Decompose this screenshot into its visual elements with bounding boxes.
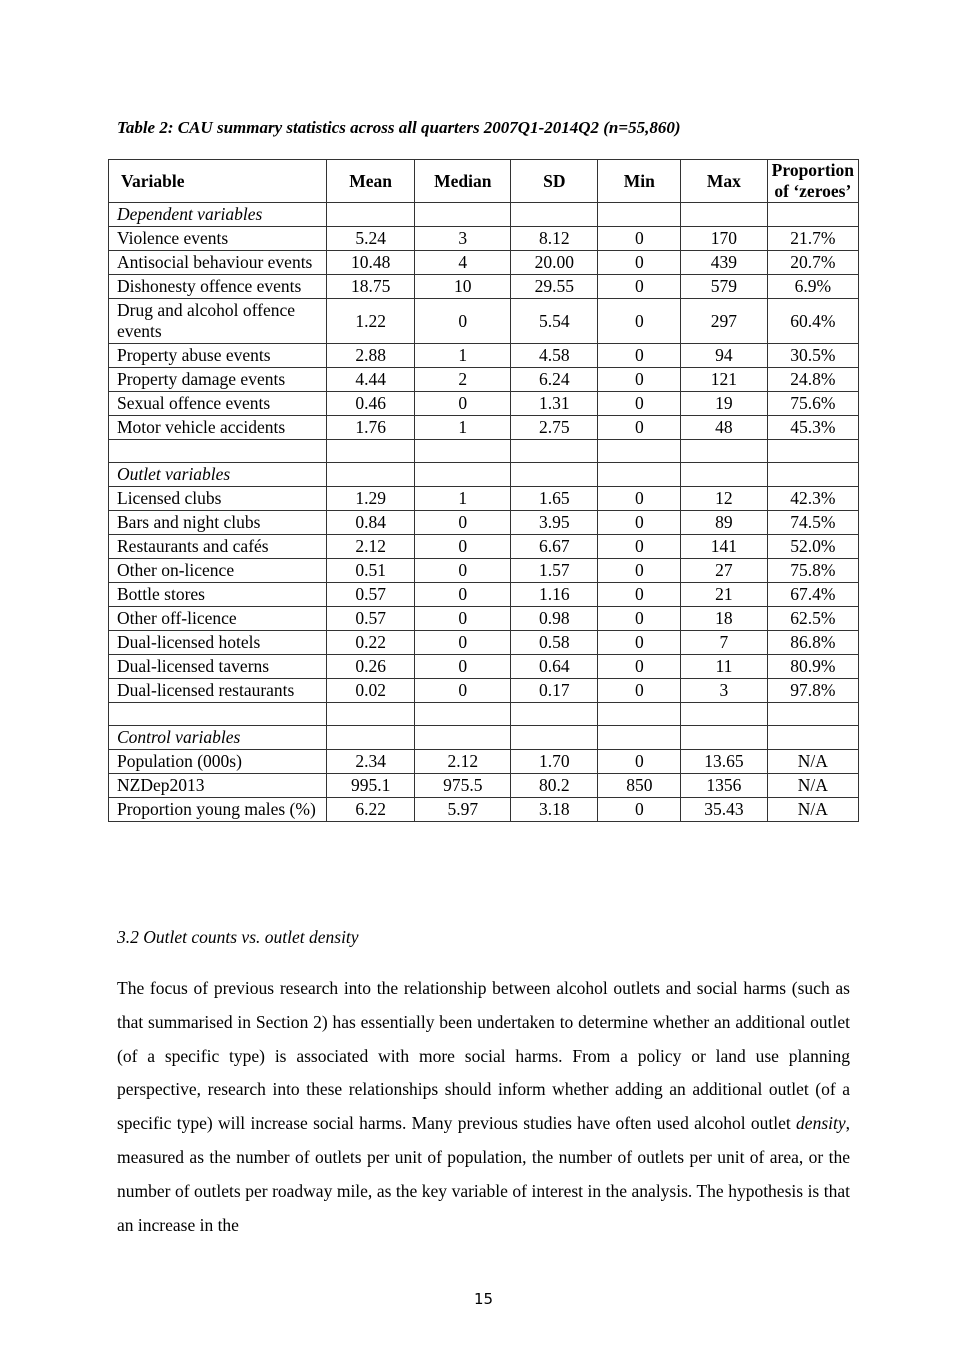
- cell-mean: 0.26: [326, 655, 415, 679]
- section-title-row: [109, 203, 859, 227]
- table-row: [109, 368, 859, 392]
- empty-cell: [511, 463, 598, 487]
- cell-proportion-zeroes: 75.8%: [767, 559, 858, 583]
- spacer-cell: [326, 703, 415, 726]
- spacer-cell: [109, 703, 327, 726]
- cell-min: 0: [598, 251, 681, 275]
- cell-max: 7: [681, 631, 767, 655]
- table-row: [109, 798, 859, 822]
- cell-proportion-zeroes: N/A: [767, 798, 858, 822]
- cell-mean: 2.34: [326, 750, 415, 774]
- cell-proportion-zeroes: 24.8%: [767, 368, 858, 392]
- cell-max: 35.43: [681, 798, 767, 822]
- spacer-cell: [767, 440, 858, 463]
- empty-cell: [326, 726, 415, 750]
- paragraph-text-part-1: The focus of previous research into the relationship between alcohol outlets and social harms (such as that summarised in Section 2) has essentially been undertaken to determine whether an additional outlet (of a specific type) is associated with more social harms. From a policy or land use planning perspective, research into these relationships should inform whether adding an additional outlet (of a specific type) will increase social harms. Many previous studies have often used alcohol outlet: [117, 978, 850, 1134]
- cell-min: 0: [598, 655, 681, 679]
- table-row: [109, 535, 859, 559]
- cell-mean: 4.44: [326, 368, 415, 392]
- cell-max: 27: [681, 559, 767, 583]
- cell-mean: 0.46: [326, 392, 415, 416]
- table-row: [109, 750, 859, 774]
- cell-sd: 0.58: [511, 631, 598, 655]
- cell-variable: Drug and alcohol offence events: [109, 299, 327, 344]
- spacer-cell: [109, 440, 327, 463]
- cell-min: 0: [598, 679, 681, 703]
- section-title: Dependent variables: [109, 203, 327, 227]
- cell-sd: 29.55: [511, 275, 598, 299]
- table-body: [109, 203, 859, 822]
- cell-min: 0: [598, 631, 681, 655]
- cell-min: 0: [598, 798, 681, 822]
- cell-mean: 6.22: [326, 798, 415, 822]
- empty-cell: [681, 203, 767, 227]
- cell-min: 0: [598, 559, 681, 583]
- empty-cell: [511, 203, 598, 227]
- table-row: [109, 344, 859, 368]
- cell-median: 0: [415, 655, 511, 679]
- spacer-cell: [681, 440, 767, 463]
- cell-max: 48: [681, 416, 767, 440]
- page-number: 15: [473, 1290, 494, 1308]
- cell-max: 19: [681, 392, 767, 416]
- cell-max: 94: [681, 344, 767, 368]
- empty-cell: [326, 463, 415, 487]
- table-row: [109, 299, 859, 344]
- spacer-cell: [326, 440, 415, 463]
- cell-proportion-zeroes: 52.0%: [767, 535, 858, 559]
- emphasis-density: density: [796, 1113, 846, 1134]
- empty-cell: [415, 203, 511, 227]
- cell-median: 0: [415, 392, 511, 416]
- cell-median: 1: [415, 487, 511, 511]
- cell-median: 5.97: [415, 798, 511, 822]
- paragraph-text-part-2: , measured as the number of outlets per unit of population, the number of outlets per unit of area, or the number of outlets per roadway mile, as the key variable of interest in the analysis. The hypothesis is that an increase in the: [117, 1113, 850, 1235]
- spacer-row: [109, 440, 859, 463]
- cell-median: 0: [415, 607, 511, 631]
- cell-sd: 1.57: [511, 559, 598, 583]
- cell-variable: Property damage events: [109, 368, 327, 392]
- cell-mean: 0.22: [326, 631, 415, 655]
- cell-max: 297: [681, 299, 767, 344]
- table-row: [109, 655, 859, 679]
- table-row: [109, 631, 859, 655]
- cell-median: 0: [415, 535, 511, 559]
- cell-proportion-zeroes: 62.5%: [767, 607, 858, 631]
- cell-sd: 3.95: [511, 511, 598, 535]
- cell-mean: 5.24: [326, 227, 415, 251]
- cell-sd: 80.2: [511, 774, 598, 798]
- cell-median: 2.12: [415, 750, 511, 774]
- cell-sd: 1.65: [511, 487, 598, 511]
- empty-cell: [415, 726, 511, 750]
- summary-statistics-table: [108, 159, 859, 822]
- cell-sd: 0.98: [511, 607, 598, 631]
- cell-max: 12: [681, 487, 767, 511]
- empty-cell: [767, 463, 858, 487]
- cell-proportion-zeroes: 6.9%: [767, 275, 858, 299]
- cell-proportion-zeroes: 45.3%: [767, 416, 858, 440]
- cell-min: 0: [598, 368, 681, 392]
- cell-max: 21: [681, 583, 767, 607]
- cell-variable: Other on-licence: [109, 559, 327, 583]
- cell-median: 0: [415, 679, 511, 703]
- cell-min: 0: [598, 511, 681, 535]
- table-row: [109, 607, 859, 631]
- cell-variable: Motor vehicle accidents: [109, 416, 327, 440]
- table-row: [109, 511, 859, 535]
- cell-median: 0: [415, 631, 511, 655]
- cell-min: 0: [598, 299, 681, 344]
- empty-cell: [511, 726, 598, 750]
- empty-cell: [326, 203, 415, 227]
- empty-cell: [681, 463, 767, 487]
- cell-variable: Bottle stores: [109, 583, 327, 607]
- cell-min: 0: [598, 416, 681, 440]
- empty-cell: [681, 726, 767, 750]
- cell-mean: 995.1: [326, 774, 415, 798]
- section-title: Outlet variables: [109, 463, 327, 487]
- section-title-row: [109, 463, 859, 487]
- cell-sd: 6.67: [511, 535, 598, 559]
- cell-sd: 3.18: [511, 798, 598, 822]
- header-mean: Mean: [326, 160, 415, 203]
- cell-proportion-zeroes: 20.7%: [767, 251, 858, 275]
- cell-mean: 0.02: [326, 679, 415, 703]
- cell-proportion-zeroes: N/A: [767, 774, 858, 798]
- cell-variable: NZDep2013: [109, 774, 327, 798]
- cell-max: 579: [681, 275, 767, 299]
- cell-median: 10: [415, 275, 511, 299]
- cell-median: 0: [415, 559, 511, 583]
- table-row: [109, 559, 859, 583]
- cell-sd: 2.75: [511, 416, 598, 440]
- empty-cell: [767, 726, 858, 750]
- cell-median: 0: [415, 583, 511, 607]
- cell-sd: 6.24: [511, 368, 598, 392]
- spacer-cell: [767, 703, 858, 726]
- cell-min: 0: [598, 275, 681, 299]
- table-row: [109, 227, 859, 251]
- cell-max: 3: [681, 679, 767, 703]
- cell-variable: Property abuse events: [109, 344, 327, 368]
- cell-min: 0: [598, 344, 681, 368]
- table-row: [109, 774, 859, 798]
- section-title-row: [109, 726, 859, 750]
- cell-min: 0: [598, 750, 681, 774]
- cell-proportion-zeroes: 86.8%: [767, 631, 858, 655]
- spacer-cell: [598, 440, 681, 463]
- cell-median: 3: [415, 227, 511, 251]
- table-row: [109, 251, 859, 275]
- cell-proportion-zeroes: N/A: [767, 750, 858, 774]
- cell-mean: 2.12: [326, 535, 415, 559]
- spacer-cell: [415, 440, 511, 463]
- spacer-cell: [681, 703, 767, 726]
- table-header-row: [109, 160, 859, 203]
- table-row: [109, 275, 859, 299]
- cell-variable: Violence events: [109, 227, 327, 251]
- cell-max: 1356: [681, 774, 767, 798]
- empty-cell: [598, 726, 681, 750]
- header-max: Max: [681, 160, 767, 203]
- cell-variable: Population (000s): [109, 750, 327, 774]
- spacer-row: [109, 703, 859, 726]
- header-min: Min: [598, 160, 681, 203]
- cell-mean: 10.48: [326, 251, 415, 275]
- cell-variable: Licensed clubs: [109, 487, 327, 511]
- cell-mean: 0.51: [326, 559, 415, 583]
- cell-variable: Restaurants and cafés: [109, 535, 327, 559]
- cell-variable: Proportion young males (%): [109, 798, 327, 822]
- cell-min: 850: [598, 774, 681, 798]
- cell-max: 89: [681, 511, 767, 535]
- cell-sd: 20.00: [511, 251, 598, 275]
- cell-proportion-zeroes: 74.5%: [767, 511, 858, 535]
- cell-proportion-zeroes: 97.8%: [767, 679, 858, 703]
- cell-sd: 1.16: [511, 583, 598, 607]
- table-row: [109, 416, 859, 440]
- cell-sd: 0.17: [511, 679, 598, 703]
- spacer-cell: [511, 703, 598, 726]
- table-row: [109, 487, 859, 511]
- section-title: Control variables: [109, 726, 327, 750]
- cell-min: 0: [598, 535, 681, 559]
- cell-sd: 1.70: [511, 750, 598, 774]
- empty-cell: [598, 203, 681, 227]
- cell-variable: Antisocial behaviour events: [109, 251, 327, 275]
- cell-median: 4: [415, 251, 511, 275]
- spacer-cell: [598, 703, 681, 726]
- cell-proportion-zeroes: 75.6%: [767, 392, 858, 416]
- cell-min: 0: [598, 607, 681, 631]
- cell-proportion-zeroes: 42.3%: [767, 487, 858, 511]
- cell-proportion-zeroes: 30.5%: [767, 344, 858, 368]
- section-heading: 3.2 Outlet counts vs. outlet density: [117, 927, 359, 947]
- cell-mean: 0.57: [326, 607, 415, 631]
- empty-cell: [415, 463, 511, 487]
- empty-cell: [767, 203, 858, 227]
- cell-variable: Dual-licensed hotels: [109, 631, 327, 655]
- cell-variable: Sexual offence events: [109, 392, 327, 416]
- cell-mean: 0.57: [326, 583, 415, 607]
- cell-median: 0: [415, 511, 511, 535]
- cell-max: 439: [681, 251, 767, 275]
- table-caption: Table 2: CAU summary statistics across all quarters 2007Q1-2014Q2 (n=55,860): [117, 118, 681, 137]
- cell-max: 141: [681, 535, 767, 559]
- header-proportion-zeroes: Proportion of ‘zeroes’: [767, 160, 858, 203]
- cell-mean: 1.29: [326, 487, 415, 511]
- cell-max: 121: [681, 368, 767, 392]
- cell-proportion-zeroes: 60.4%: [767, 299, 858, 344]
- cell-min: 0: [598, 227, 681, 251]
- cell-mean: 0.84: [326, 511, 415, 535]
- cell-variable: Bars and night clubs: [109, 511, 327, 535]
- cell-median: 975.5: [415, 774, 511, 798]
- cell-mean: 2.88: [326, 344, 415, 368]
- cell-proportion-zeroes: 67.4%: [767, 583, 858, 607]
- header-sd: SD: [511, 160, 598, 203]
- cell-variable: Dishonesty offence events: [109, 275, 327, 299]
- cell-median: 2: [415, 368, 511, 392]
- cell-sd: 0.64: [511, 655, 598, 679]
- spacer-cell: [415, 703, 511, 726]
- cell-median: 0: [415, 299, 511, 344]
- spacer-cell: [511, 440, 598, 463]
- cell-min: 0: [598, 392, 681, 416]
- cell-variable: Dual-licensed taverns: [109, 655, 327, 679]
- cell-sd: 4.58: [511, 344, 598, 368]
- cell-max: 11: [681, 655, 767, 679]
- cell-sd: 8.12: [511, 227, 598, 251]
- table-row: [109, 392, 859, 416]
- table-row: [109, 583, 859, 607]
- cell-min: 0: [598, 583, 681, 607]
- cell-mean: 18.75: [326, 275, 415, 299]
- table-row: [109, 679, 859, 703]
- cell-max: 170: [681, 227, 767, 251]
- empty-cell: [598, 463, 681, 487]
- cell-max: 18: [681, 607, 767, 631]
- body-paragraph: [117, 972, 850, 1242]
- cell-median: 1: [415, 416, 511, 440]
- cell-min: 0: [598, 487, 681, 511]
- cell-max: 13.65: [681, 750, 767, 774]
- header-variable: Variable: [109, 160, 327, 203]
- cell-proportion-zeroes: 21.7%: [767, 227, 858, 251]
- cell-mean: 1.76: [326, 416, 415, 440]
- cell-sd: 5.54: [511, 299, 598, 344]
- cell-mean: 1.22: [326, 299, 415, 344]
- cell-variable: Other off-licence: [109, 607, 327, 631]
- cell-proportion-zeroes: 80.9%: [767, 655, 858, 679]
- cell-median: 1: [415, 344, 511, 368]
- cell-sd: 1.31: [511, 392, 598, 416]
- cell-variable: Dual-licensed restaurants: [109, 679, 327, 703]
- header-median: Median: [415, 160, 511, 203]
